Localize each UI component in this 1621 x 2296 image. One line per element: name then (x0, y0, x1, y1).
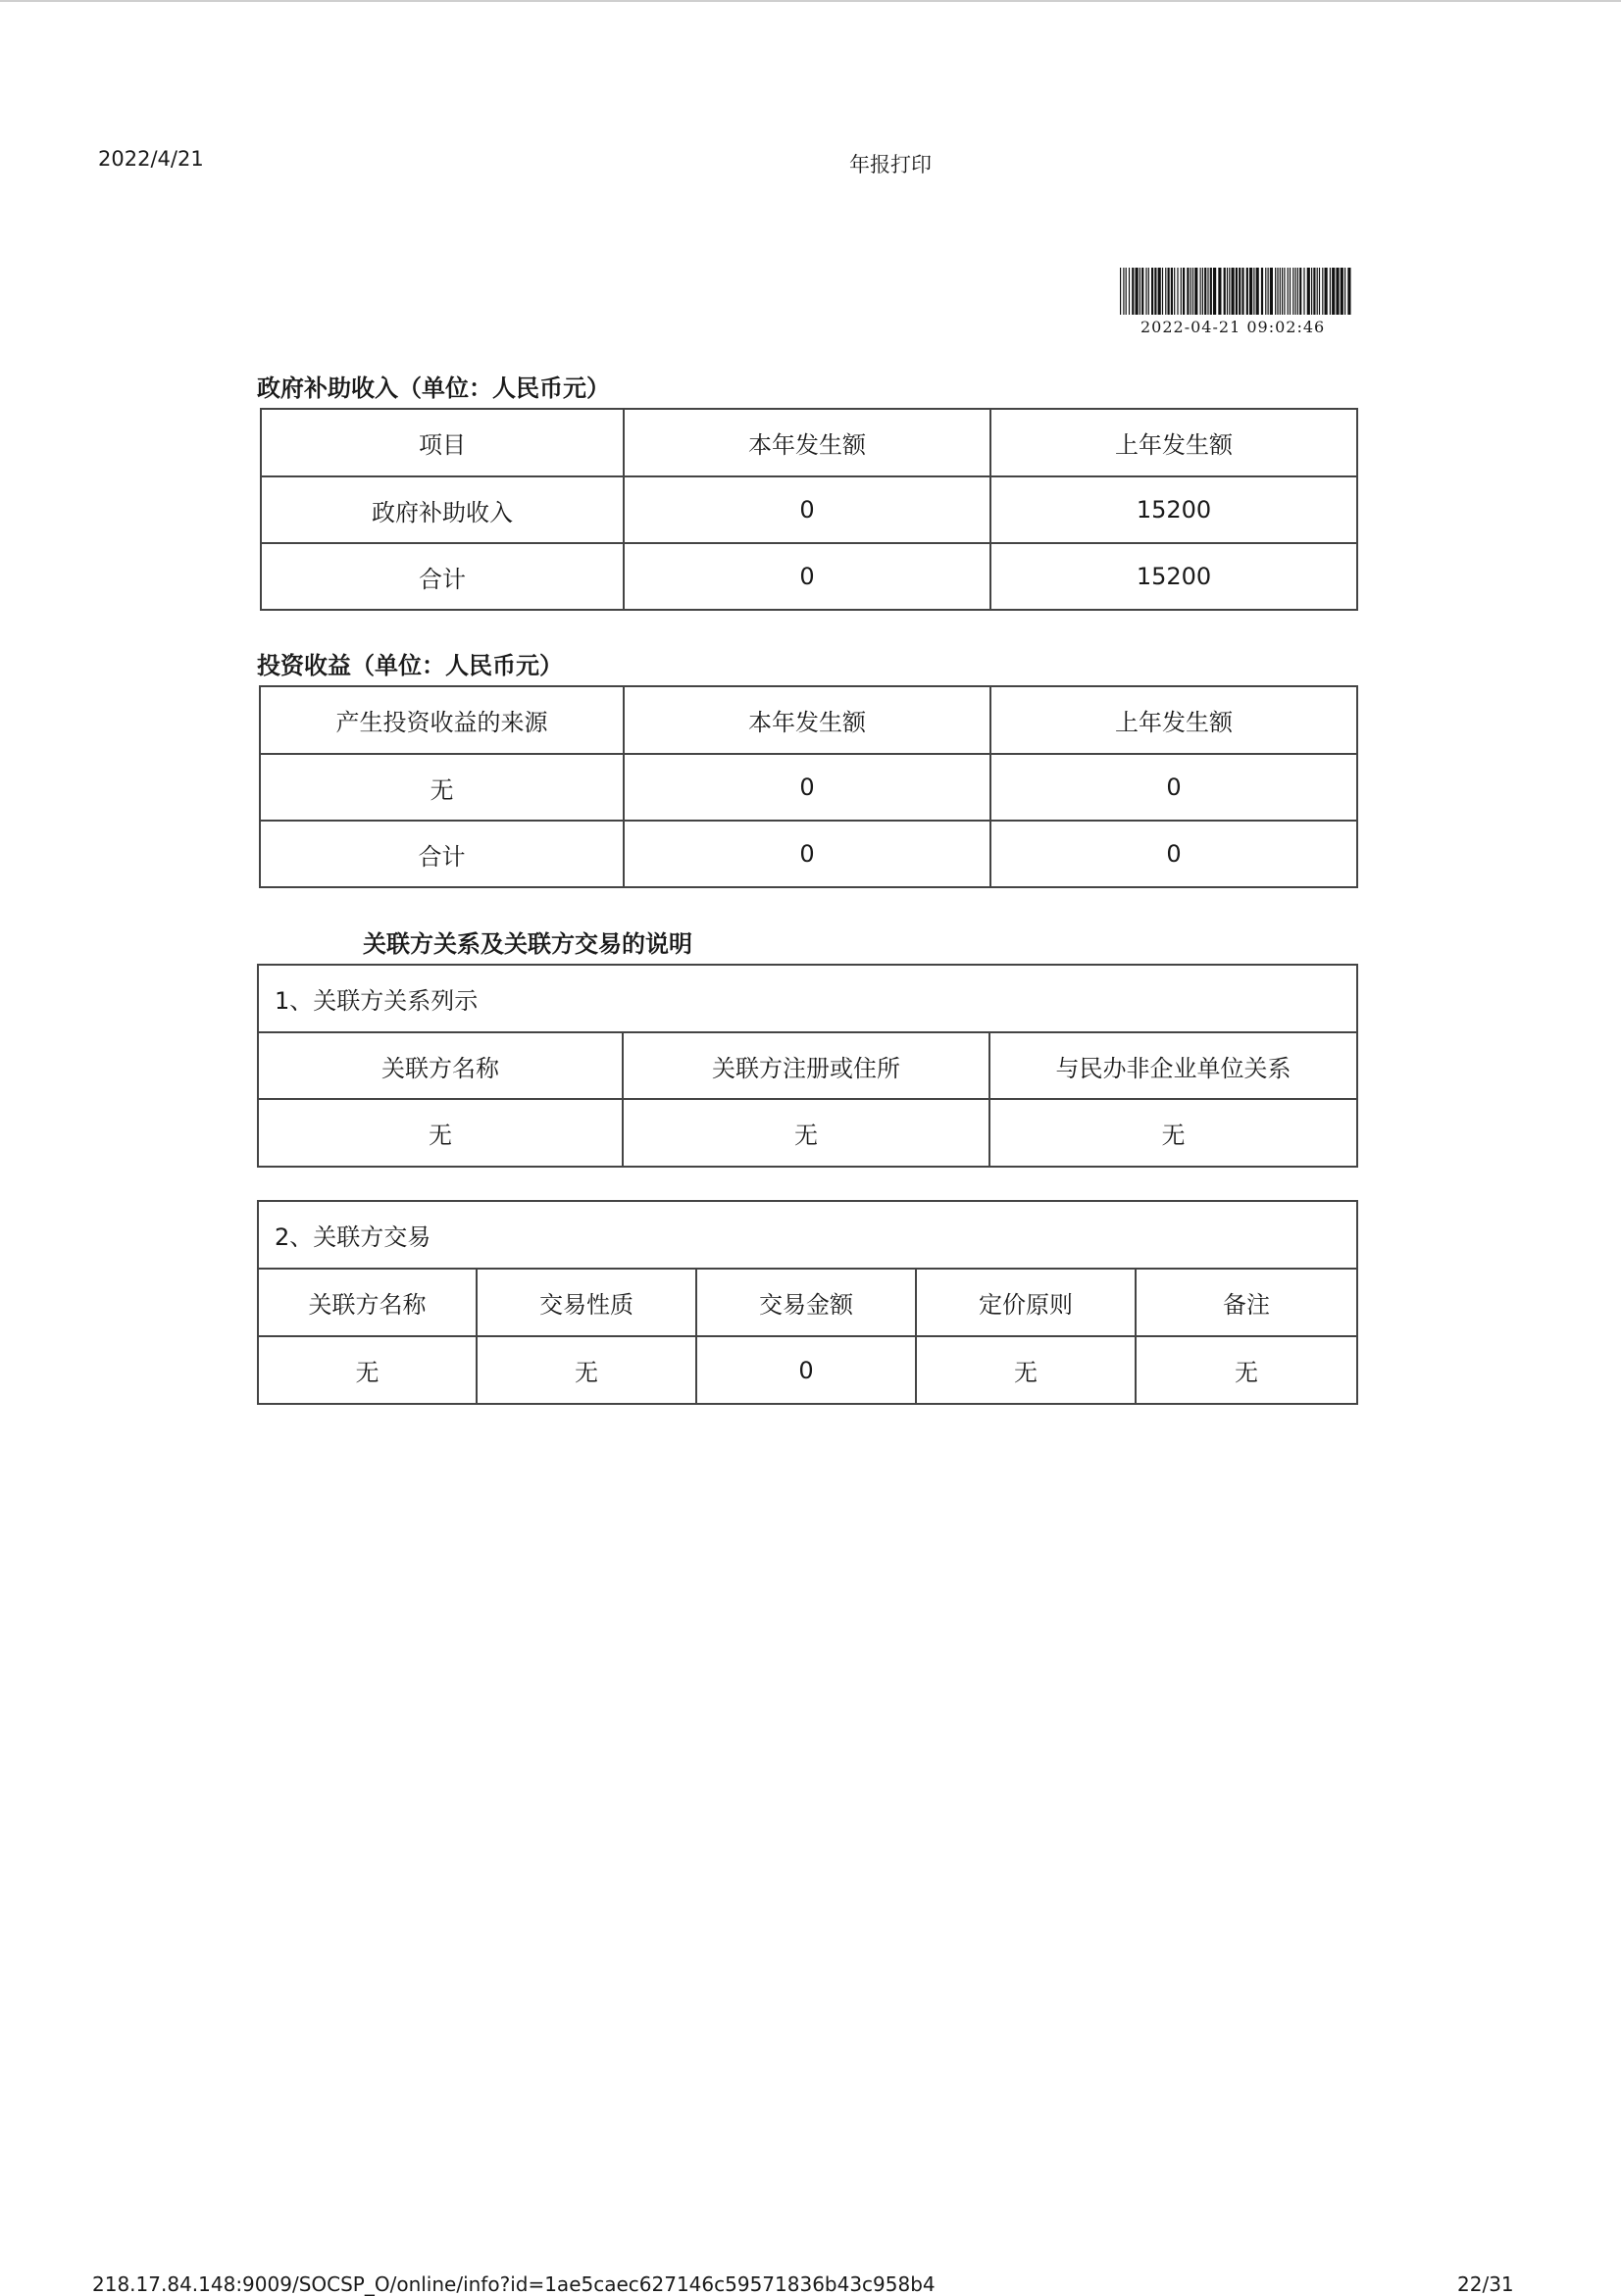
table-cell: 0 (624, 821, 990, 887)
table-cell: 0 (990, 754, 1357, 821)
table-cell: 合计 (261, 543, 624, 610)
table-cell: 0 (624, 543, 990, 610)
table-cell: 无 (623, 1099, 989, 1167)
header-cell: 定价原则 (916, 1269, 1136, 1336)
table-caption-row (258, 965, 1357, 1032)
table-cell: 无 (477, 1336, 696, 1404)
table-cell: 无 (258, 1336, 477, 1404)
header-cell: 本年发生额 (624, 686, 990, 754)
table-header-row (258, 1032, 1357, 1099)
header-cell: 本年发生额 (624, 409, 990, 476)
print-date: 2022/4/21 (98, 147, 204, 171)
table-cell: 15200 (990, 476, 1357, 543)
table-cell: 0 (990, 821, 1357, 887)
table-header-row (260, 686, 1357, 754)
table-cell: 无 (258, 1099, 623, 1167)
table-cell: 0 (624, 476, 990, 543)
header-cell: 上年发生额 (990, 409, 1357, 476)
table-row (258, 1336, 1357, 1404)
investment-title: 投资收益（单位：人民币元） (257, 652, 563, 679)
gov-subsidy-table (260, 408, 1358, 611)
table-caption-row (258, 1201, 1357, 1269)
header-cell: 交易金额 (696, 1269, 916, 1336)
table-header-row (261, 409, 1357, 476)
table-row (258, 1099, 1357, 1167)
table-row (261, 543, 1357, 610)
top-border-line (0, 0, 1621, 2)
header-cell: 与民办非企业单位关系 (989, 1032, 1357, 1099)
header-cell: 关联方名称 (258, 1269, 477, 1336)
header-cell: 关联方名称 (258, 1032, 623, 1099)
header-cell: 备注 (1136, 1269, 1357, 1336)
table-header-row (258, 1269, 1357, 1336)
related-party-transaction-table (257, 1200, 1358, 1405)
table-row (260, 754, 1357, 821)
table-cell: 15200 (990, 543, 1357, 610)
header-cell: 交易性质 (477, 1269, 696, 1336)
transactions-caption: 2、关联方交易 (258, 1201, 1357, 1269)
table-cell: 无 (260, 754, 624, 821)
barcode-image (1120, 268, 1352, 315)
table-cell: 无 (989, 1099, 1357, 1167)
table-cell: 无 (916, 1336, 1136, 1404)
table-cell: 无 (1136, 1336, 1357, 1404)
page-title: 年报打印 (849, 153, 932, 176)
header-cell: 上年发生额 (990, 686, 1357, 754)
header-cell: 关联方注册或住所 (623, 1032, 989, 1099)
table-cell: 合计 (260, 821, 624, 887)
table-row (260, 821, 1357, 887)
table-cell: 政府补助收入 (261, 476, 624, 543)
table-cell: 0 (696, 1336, 916, 1404)
header-cell: 项目 (261, 409, 624, 476)
investment-table (259, 685, 1358, 888)
gov-subsidy-title: 政府补助收入（单位：人民币元） (257, 374, 610, 402)
header-cell: 产生投资收益的来源 (260, 686, 624, 754)
table-cell: 0 (624, 754, 990, 821)
page-number: 22/31 (1457, 2272, 1514, 2296)
relation-list-caption: 1、关联方关系列示 (258, 965, 1357, 1032)
table-row (261, 476, 1357, 543)
barcode-timestamp: 2022-04-21 09:02:46 (1140, 318, 1326, 336)
footer-url: 218.17.84.148:9009/SOCSP_O/online/info?id=1ae5caec627146c59571836b43c958b4 (92, 2272, 936, 2296)
related-party-title: 关联方关系及关联方交易的说明 (363, 930, 692, 958)
related-party-relation-table (257, 964, 1358, 1168)
